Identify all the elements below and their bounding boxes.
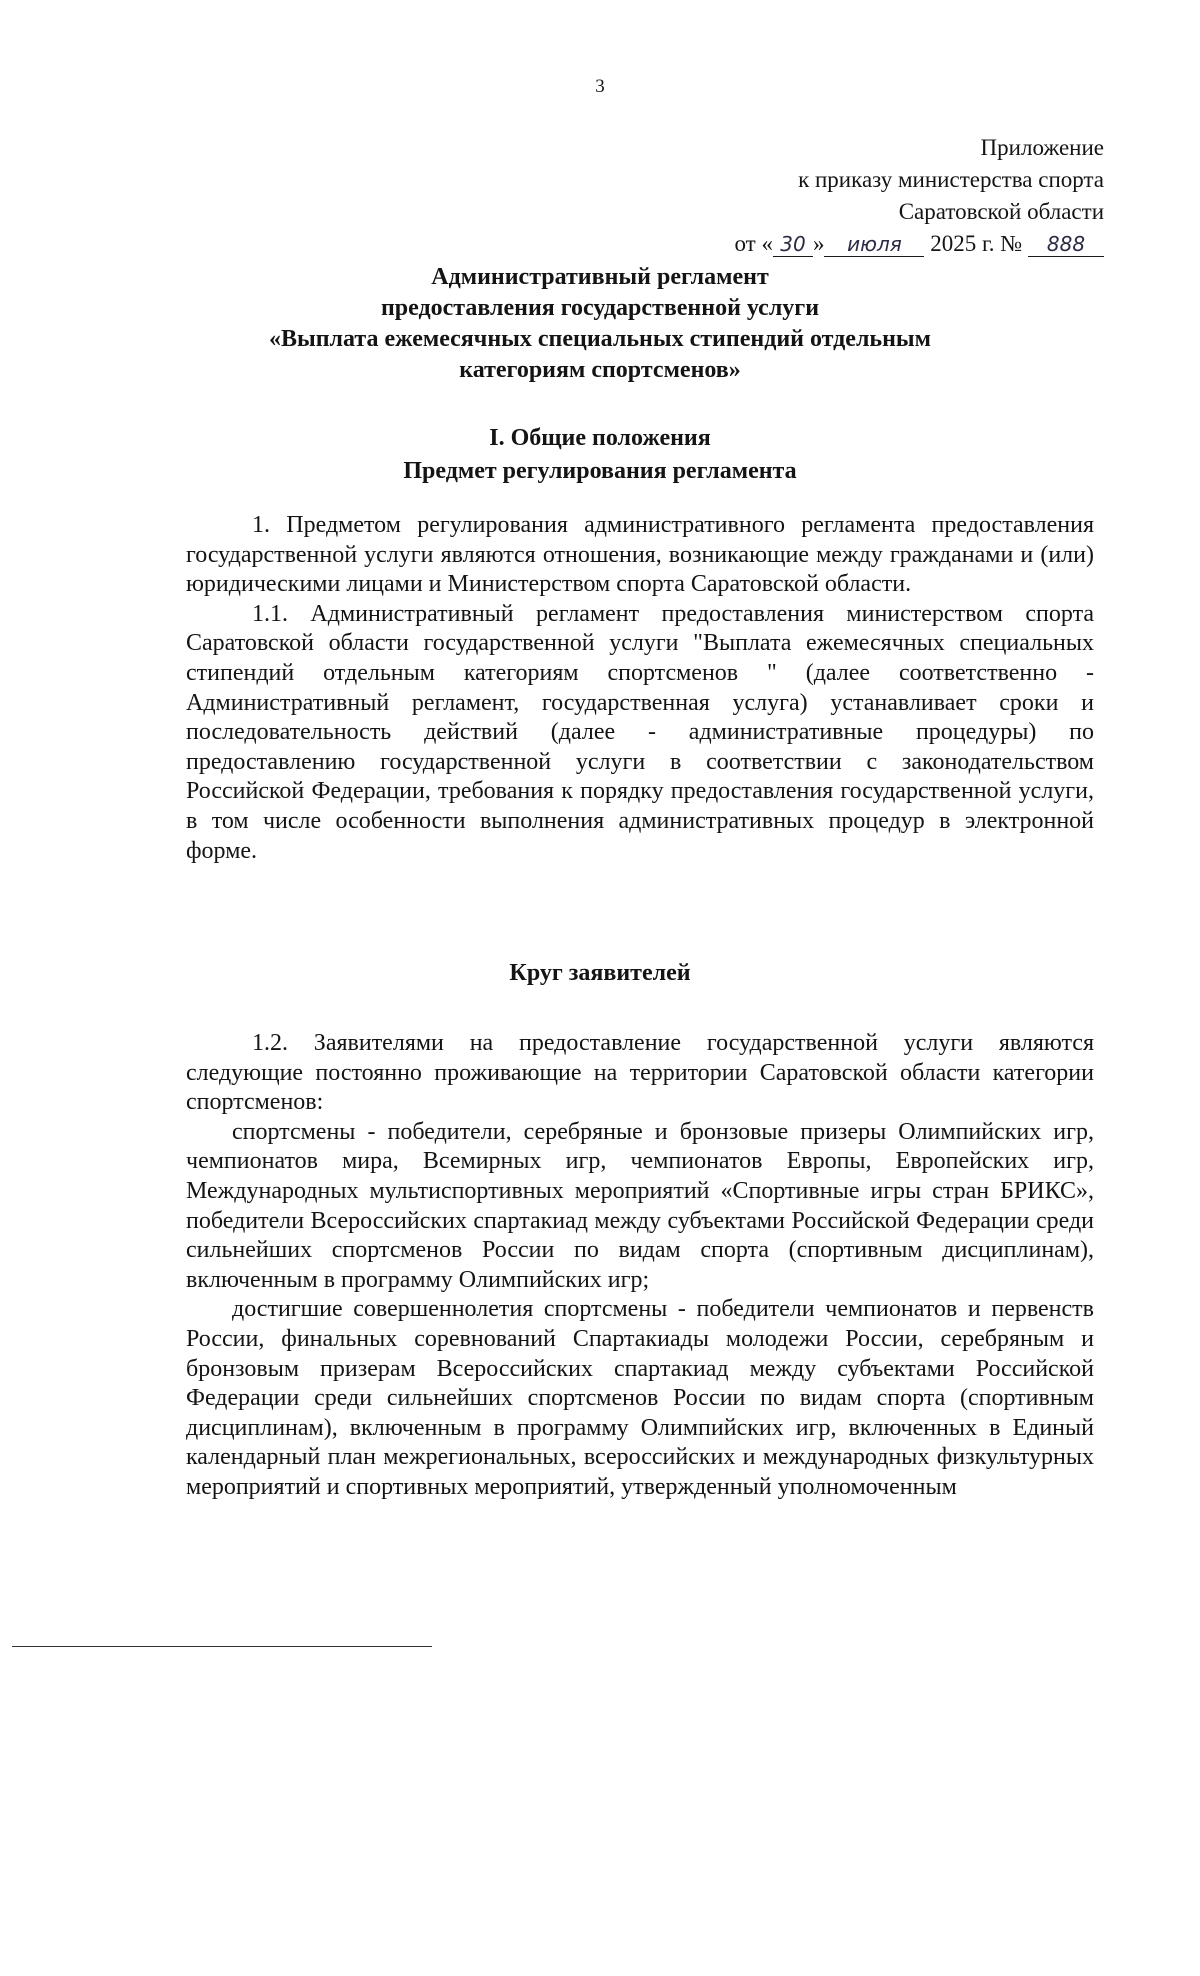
paragraph-1: 1. Предметом регулирования административного регламента предоставления государственной услуги являются отношения, возникающие между гражданами и (или) юридическими лицами и Министерством спорта Саратовской области. bbox=[186, 512, 1094, 598]
paragraph-1-1: 1.1. Административный регламент предоставления министерством спорта Саратовской области государственной услуги "Выплата ежемесячных специальных стипендий отдельным категориям спортсменов " (далее соответственно - Административный регламент, государственная услуга) устанавливает сроки и последовательность действий (далее - административные процедуры) по предоставлению государственной услуги в соответствии с законодательством Российской Федерации, требования к порядку предоставления государственной услуги, в том числе особенности выполнения административных процедур в электронной форме. bbox=[186, 600, 1094, 864]
footnote-divider bbox=[12, 1646, 432, 1647]
date-quote-close: » bbox=[812, 231, 825, 256]
title-line-2: предоставления государственной услуги bbox=[380, 295, 820, 321]
paragraph-athletes: спортсмены - победители, серебряные и бронзовые призеры Олимпийских игр, чемпионатов мира, Всемирных игр, чемпионатов Европы, Европейских игр, Международных мультиспортивных мероприятий «Спортивные игры стран БРИКС», победители Всероссийских спартакиад между субъектами Российской Федерации среди сильнейших спортсменов России по видам спорта (спортивным дисциплинам), включенным в программу Олимпийских игр; bbox=[186, 1118, 1094, 1293]
handwritten-day: 30 bbox=[773, 232, 813, 257]
date-year: 2025 г. № bbox=[930, 231, 1023, 256]
section-heading-block bbox=[0, 422, 1200, 488]
date-prefix: от « bbox=[734, 231, 773, 256]
title-line-3: «Выплата ежемесячных специальных стипендий отдельным bbox=[268, 326, 932, 352]
paragraph-1-2: 1.2. Заявителями на предоставление государственной услуги являются следующие постоянно проживающие на территории Саратовской области категории спортсменов: bbox=[186, 1030, 1094, 1116]
appendix-block bbox=[504, 132, 1104, 260]
appendix-date-line bbox=[504, 228, 1104, 260]
appendix-region: Саратовской области bbox=[898, 199, 1104, 224]
appendix-label: Приложение bbox=[980, 135, 1104, 160]
appendix-order-ref: к приказу министерства спорта bbox=[798, 167, 1104, 192]
section-heading: I. Общие положения bbox=[489, 425, 711, 451]
handwritten-order-number: 888 bbox=[1028, 232, 1104, 257]
title-line-4: категориям спортсменов» bbox=[459, 357, 741, 383]
document-title bbox=[0, 262, 1200, 386]
page-number: 3 bbox=[595, 76, 605, 97]
applicants-heading: Круг заявителей bbox=[509, 960, 691, 986]
general-provisions-text bbox=[186, 511, 1094, 866]
handwritten-month: июля bbox=[824, 232, 924, 257]
paragraph-adult-athletes: достигшие совершеннолетия спортсмены - победители чемпионатов и первенств России, финальных соревнований Спартакиады молодежи России, серебряным и бронзовым призерам Всероссийских спартакиад между субъектами Российской Федерации среди сильнейших спортсменов России по видам спорта (спортивным дисциплинам), включенным в программу Олимпийских игр, включенных в Единый календарный план межрегиональных, всероссийских и международных физкультурных мероприятий и спортивных мероприятий, утвержденный уполномоченным bbox=[186, 1296, 1094, 1500]
section-subheading: Предмет регулирования регламента bbox=[403, 458, 797, 484]
title-line-1: Административный регламент bbox=[431, 264, 769, 290]
applicants-text bbox=[186, 1029, 1094, 1503]
